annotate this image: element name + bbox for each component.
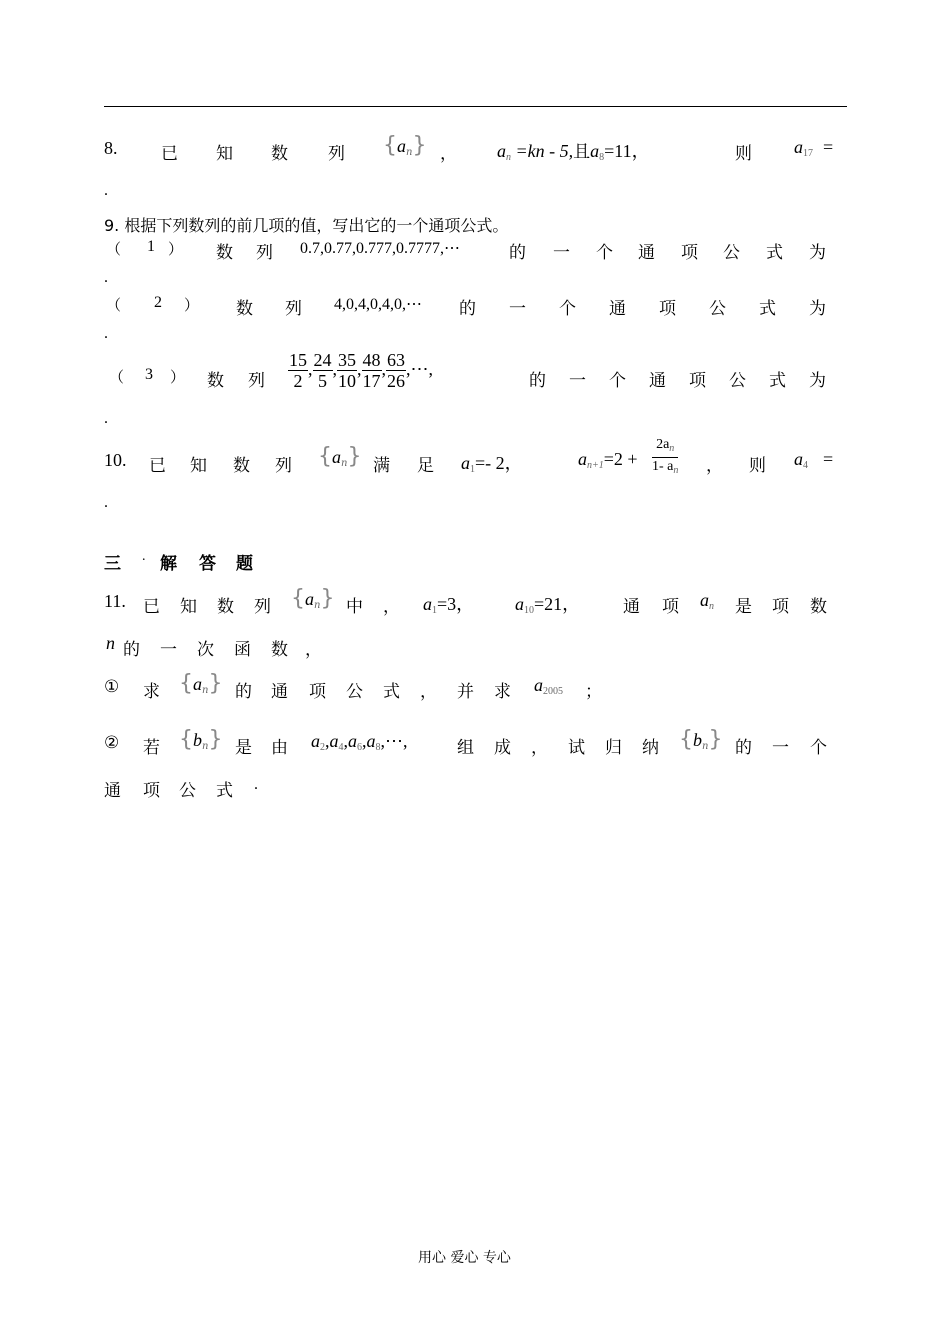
q10-a1: $a_1=-$ 2， [461,453,523,475]
q11-a10: $a_{10}=21$， [515,594,581,616]
q11-part2-char: 公 [179,781,196,801]
q8-comma: ， [440,144,457,164]
q11-part2-char: 试 [568,738,585,758]
q11-char: 列 [254,597,271,617]
q8-blank-dot: . [104,182,108,199]
q11-sequence: $\{a_n\}$ [291,586,335,611]
q9-p2-char: 个 [559,299,576,319]
q10-number: 10. [104,450,127,470]
q10-char: 已 [149,456,166,476]
q11-an: $a_n$ [700,590,714,612]
q9-p3-char: 项 [689,371,706,391]
q11-part2-char: 组 [457,738,474,758]
q9-p1-char: 一 [553,243,570,263]
q9-p3-fraction-list: $\frac{15}{2}$ , $\frac{24}{5}$ , $\frac{35}{10}$ , $\frac{48}{17}$ , $\frac{63}{26}$ ,⋯, [289,350,433,391]
q11-char: 数 [217,597,234,617]
q9-p2-index: 2 [154,294,162,311]
q11-part2-char: 个 [810,738,827,758]
q11-char: 项 [772,597,789,617]
q11-part2-sequence-b2: $\{b_n\}$ [679,727,723,752]
q11-part1-char: 求 [494,682,511,702]
q9-p1-paren-open: （ [106,240,122,258]
q10-sequence: $\{a_n\}$ [318,444,362,469]
q9-p1-index: 1 [147,238,155,255]
q10-comma: ， [706,456,723,476]
q10-char: 足 [417,456,434,476]
q10-recurrence: $a_{n+1}=2$ + [578,449,638,471]
q10-blank-dot: . [104,494,108,511]
q11-part2-char: 一 [772,738,789,758]
q9-p3-index: 3 [145,366,153,383]
q11-part1-char: 并 [457,682,474,702]
q9-p2-char: 列 [285,299,302,319]
q11-part2-char: . [254,776,258,793]
q11-part1-char: 式 [383,682,400,702]
q11-char: 的 [123,640,140,660]
q11-char: 项 [662,597,679,617]
q11-a2005: $a_{2005}$ [534,675,563,697]
q11-n: n [106,633,115,653]
fraction: $\frac{15}{2}$ [289,350,307,391]
q9-p1-char: 为 [809,243,826,263]
q9-p2-char: 公 [709,299,726,319]
q11-part2-char: 若 [143,738,160,758]
q11-part2-char: 归 [605,738,622,758]
q8-char: 知 [216,144,233,164]
q10-char: 满 [373,456,390,476]
q9-p3-blank-dot: . [104,410,108,427]
q11-part2-terms: $a_2,a_4,a_6,a_8,\cdots$, [311,731,408,753]
q11-char: ， [305,640,322,660]
q9-p2-sequence: 4,0,4,0,4,0,⋯ [334,296,422,313]
q11-part2-char: 式 [216,781,233,801]
q9-p1-paren-close: ） [168,240,184,258]
section-title-char: 三 [104,554,121,574]
q11-part2-mark: ② [104,733,120,753]
q9-p1-char: 公 [723,243,740,263]
q11-char: 是 [735,597,752,617]
q11-number: 11. [104,591,126,611]
q8-char: 列 [328,144,345,164]
q9-p2-char: 通 [609,299,626,319]
q11-part2-char: 由 [271,738,288,758]
q11-part2-char: 纳 [642,738,659,758]
q8-char: 数 [271,144,288,164]
q9-p3-char: 公 [729,371,746,391]
q9-p2-char: 为 [809,299,826,319]
q9-p3-char: 一 [569,371,586,391]
q11-char: 知 [180,597,197,617]
q11-part2-char: ， [531,738,548,758]
q11-part1-char: 公 [346,682,363,702]
q11-part2-char: 是 [235,738,252,758]
header-rule [104,106,847,107]
q9-p2-paren-close: ） [184,296,200,314]
q8-formula: $a_n =kn - 5$,且$a_8=11$， [497,141,650,163]
q11-part1-char: 的 [235,682,252,702]
q10-equals: = [823,449,834,469]
q8-number: 8. [104,138,118,158]
q9-p1-char: 列 [256,243,273,263]
q9-p1-sequence: 0.7,0.77,0.777,0.7777,⋯ [300,240,460,257]
q10-fraction: $\frac{2a_n}{1- a_n}$ [652,437,679,476]
q9-p2-char: 式 [759,299,776,319]
q9-p2-char: 一 [509,299,526,319]
q11-char: 函 [234,640,251,660]
q9-p2-char: 项 [659,299,676,319]
q11-a1: $a_1=3$， [423,594,475,616]
q9-p3-char: 列 [248,371,265,391]
q11-part1-semicolon: ； [585,682,602,702]
q9-p2-blank-dot: . [104,325,108,342]
q9-p3-char: 通 [649,371,666,391]
section-title-char: . [142,549,146,564]
q8-a17: $a_{17}$ [794,137,813,159]
q9-p3-char: 的 [529,371,546,391]
q11-part1-char: 通 [271,682,288,702]
q10-ze: 则 [749,456,766,476]
fraction: $\frac{35}{10}$ [338,350,356,391]
section-title-char: 题 [236,554,253,574]
q10-char: 知 [190,456,207,476]
q11-comma: ， [383,597,400,617]
q11-part1-char: 求 [143,682,160,702]
q11-char: 次 [197,640,214,660]
q9-p3-char: 数 [207,371,224,391]
q9-p3-paren-close: ） [170,368,186,386]
q8-ze: 则 [735,144,752,164]
q9-p3-char: 为 [809,371,826,391]
q9-p3-char: 式 [769,371,786,391]
fraction: $\frac{63}{26}$ [387,350,405,391]
q11-part1-char: ， [420,682,437,702]
page-footer: 用心 爱心 专心 [418,1250,511,1266]
q11-part2-char: 通 [104,781,121,801]
q11-part1-mark: ① [104,677,120,697]
q9-p1-char: 数 [216,243,233,263]
q9-p3-paren-open: （ [109,368,125,386]
q11-part1-sequence: $\{a_n\}$ [179,671,223,696]
section-title-char: 解 [160,554,177,574]
q9-p1-char: 式 [766,243,783,263]
q11-part2-sequence-b: $\{b_n\}$ [179,727,223,752]
q9-p2-paren-open: （ [106,296,122,314]
q10-char: 列 [275,456,292,476]
q9-p1-char: 通 [638,243,655,263]
q11-char: 通 [623,597,640,617]
q11-part1-char: 项 [309,682,326,702]
q11-char: 数 [271,640,288,660]
fraction: $\frac{24}{5}$ [313,350,332,391]
q8-char: 已 [161,144,178,164]
q11-char: 一 [160,640,177,660]
q10-a4: $a_4$ [794,449,808,471]
q9-p3-char: 个 [609,371,626,391]
q10-char: 数 [233,456,250,476]
q11-part2-char: 成 [494,738,511,758]
q9-p1-char: 个 [596,243,613,263]
q11-part2-char: 项 [143,781,160,801]
q11-part2-char: 的 [735,738,752,758]
fraction: $\frac{48}{17}$ [362,350,381,391]
q9-p2-char: 数 [236,299,253,319]
q9-p1-char: 项 [681,243,698,263]
q11-char: 已 [143,597,160,617]
section-title-char: 答 [199,554,216,574]
q9-p2-char: 的 [459,299,476,319]
q11-char: 数 [810,597,827,617]
q9-p1-char: 的 [509,243,526,263]
q11-char: 中 [346,597,363,617]
q8-equals: = [823,137,834,157]
q8-sequence: $\{a_n\}$ [383,133,427,158]
q9-p1-blank-dot: . [104,269,108,286]
q9-title: 9. 根据下列数列的前几项的值，写出它的一个通项公式。 [104,216,509,235]
